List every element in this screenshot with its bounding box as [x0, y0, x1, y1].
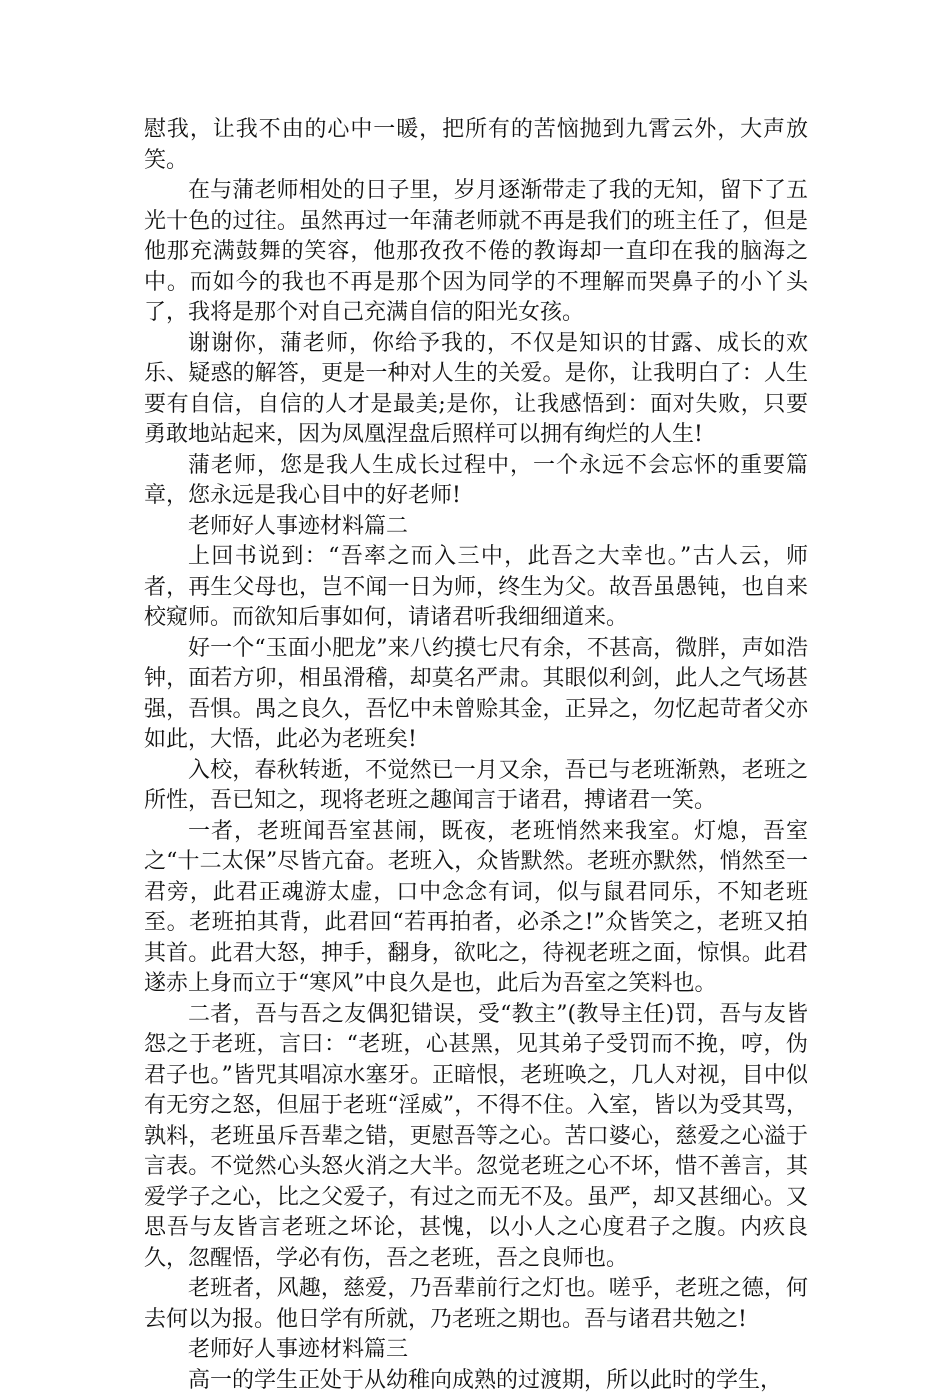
- paragraph: 老师好人事迹材料篇二: [144, 512, 808, 543]
- paragraph: 上回书说到：“吾率之而入三中，此吾之大幸也。”古人云，师者，再生父母也，岂不闻一日为师，终生为父。故吾虽愚钝，也自来校窥师。而欲知后事如何，请诸君听我细细道来。: [144, 542, 808, 634]
- paragraph: 蒲老师，您是我人生成长过程中，一个永远不会忘怀的重要篇章，您永远是我心目中的好老师!: [144, 451, 808, 512]
- paragraph: 一者，老班闻吾室甚闹，既夜，老班悄然来我室。灯熄，吾室之“十二太保”尽皆亢奋。老班入，众皆默然。老班亦默然，悄然至一君旁，此君正魂游太虚，口中念念有词，似与鼠君同乐，不知老班至。老班拍其背，此君回“若再拍者，必杀之!”众皆笑之，老班又拍其首。此君大怒，抻手，翻身，欲叱之，待视老班之面，惊惧。此君遂赤上身而立于“寒风”中良久是也，此后为吾室之笑料也。: [144, 817, 808, 1000]
- paragraph: 好一个“玉面小肥龙”来八约摸七尺有余，不甚高，微胖，声如浩钟，面若方卯，相虽滑稽，却莫名严肃。其眼似利剑，此人之气场甚强，吾惧。禺之良久，吾忆中未曾赊其金，正异之，勿忆起苛者父亦如此，大悟，此必为老班矣!: [144, 634, 808, 756]
- paragraph: 二者，吾与吾之友偶犯错误，受“教主”(教导主任)罚，吾与友皆怨之于老班，言曰：“老班，心甚黑，见其弟子受罚而不挽，哼，伪君子也。”皆咒其唱凉水塞牙。正暗恨，老班唤之，几人对视，目中似有无穷之怒，但屈于老班“淫威”，不得不住。入室，皆以为受其骂，孰料，老班虽斥吾辈之错，更慰吾等之心。苦口婆心，慈爱之心溢于言表。不觉然心头怒火消之大半。忽觉老班之心不坏，惜不善言，其爱学子之心，比之父爱子，有过之而无不及。虽严，却又甚细心。又思吾与友皆言老班之坏论，甚愧，以小人之心度君子之腹。内疚良久，忽醒悟，学必有伤，吾之老班，吾之良师也。: [144, 1000, 808, 1275]
- paragraph: 慰我，让我不由的心中一暖，把所有的苦恼抛到九霄云外，大声放笑。: [144, 115, 808, 176]
- paragraph: 谢谢你，蒲老师，你给予我的，不仅是知识的甘露、成长的欢乐、疑惑的解答，更是一种对人生的关爱。是你，让我明白了：人生要有自信，自信的人才是最美;是你，让我感悟到：面对失败，只要勇敢地站起来，因为凤凰涅盘后照样可以拥有绚烂的人生!: [144, 329, 808, 451]
- paragraph: 高一的学生正处于从幼稚向成熟的过渡期，所以此时的学生，: [144, 1366, 808, 1396]
- paragraph: 老班者，风趣，慈爱，乃吾辈前行之灯也。嗟乎，老班之德，何去何以为报。他日学有所就，乃老班之期也。吾与诸君共勉之!: [144, 1274, 808, 1335]
- document-body: [144, 115, 808, 1396]
- paragraph: 在与蒲老师相处的日子里，岁月逐渐带走了我的无知，留下了五光十色的过往。虽然再过一年蒲老师就不再是我们的班主任了，但是他那充满鼓舞的笑容，他那孜孜不倦的教诲却一直印在我的脑海之中。而如今的我也不再是那个因为同学的不理解而哭鼻子的小丫头了，我将是那个对自己充满自信的阳光女孩。: [144, 176, 808, 329]
- paragraph: 入校，春秋转逝，不觉然已一月又余，吾已与老班渐熟，老班之所性，吾已知之，现将老班之趣闻言于诸君，搏诸君一笑。: [144, 756, 808, 817]
- paragraph: 老师好人事迹材料篇三: [144, 1335, 808, 1366]
